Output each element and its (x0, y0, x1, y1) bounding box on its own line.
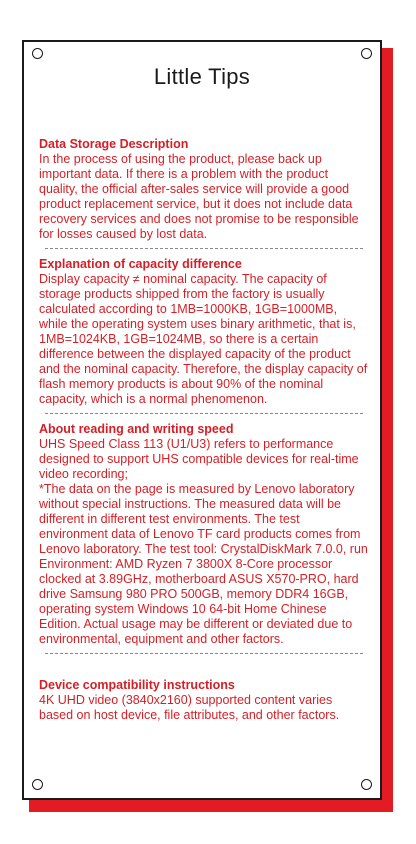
page-title: Little Tips (153, 64, 251, 89)
section-divider (45, 653, 363, 654)
section-device-compatibility (39, 678, 369, 723)
section-body: In the process of using the product, please back up important data. If there is a problem with the product quality, the official after-sales service will provide a good product replacement service, but it does not include data recovery services and does not promise to be responsible for losses caused by lost data. (39, 152, 359, 241)
punch-hole-top-right-icon (361, 48, 372, 59)
section-divider (45, 248, 363, 249)
section-capacity-difference (39, 257, 369, 407)
punch-hole-bottom-right-icon (361, 779, 372, 790)
section-heading: Explanation of capacity difference (39, 257, 242, 271)
section-body: UHS Speed Class 113 (U1/U3) refers to performance designed to support UHS compatible devices for real-time video recording; *The data on the page is measured by Lenovo laboratory without special instructions. The measured data will be different in different test environments. The test environment data of Lenovo TF card products comes from Lenovo laboratory. The test tool: CrystalDiskMark 7.0.0, run Environment: AMD Ryzen 7 3800X 8-Core processor clocked at 3.89GHz, motherboard ASUS X570-PRO, hard drive Samsung 980 PRO 500GB, memory DDR4 16GB, operating system Windows 10 64-bit Home Chinese Edition. Actual usage may be different or deviated due to environmental, equipment and other factors. (39, 437, 368, 646)
section-heading: Data Storage Description (39, 137, 189, 151)
section-body: 4K UHD video (3840x2160) supported content varies based on host device, file attributes, and other factors. (39, 693, 340, 722)
section-body: Display capacity ≠ nominal capacity. The capacity of storage products shipped from the factory is usually calculated according to 1MB=1000KB, 1GB=1000MB, while the operating system uses binary arithmetic, that is, 1MB=1024KB, 1GB=1024MB, so there is a certain difference between the displayed capacity of the product and the nominal capacity. Therefore, the display capacity of flash memory products is about 90% of the nominal capacity, which is a normal phenomenon. (39, 272, 368, 406)
punch-hole-bottom-left-icon (32, 779, 43, 790)
section-divider (45, 413, 363, 414)
tips-card (22, 40, 382, 800)
tips-content (39, 137, 369, 723)
section-read-write-speed (39, 422, 369, 647)
punch-hole-top-left-icon (32, 48, 43, 59)
section-heading: About reading and writing speed (39, 422, 234, 436)
section-heading: Device compatibility instructions (39, 678, 235, 692)
section-data-storage (39, 137, 369, 242)
